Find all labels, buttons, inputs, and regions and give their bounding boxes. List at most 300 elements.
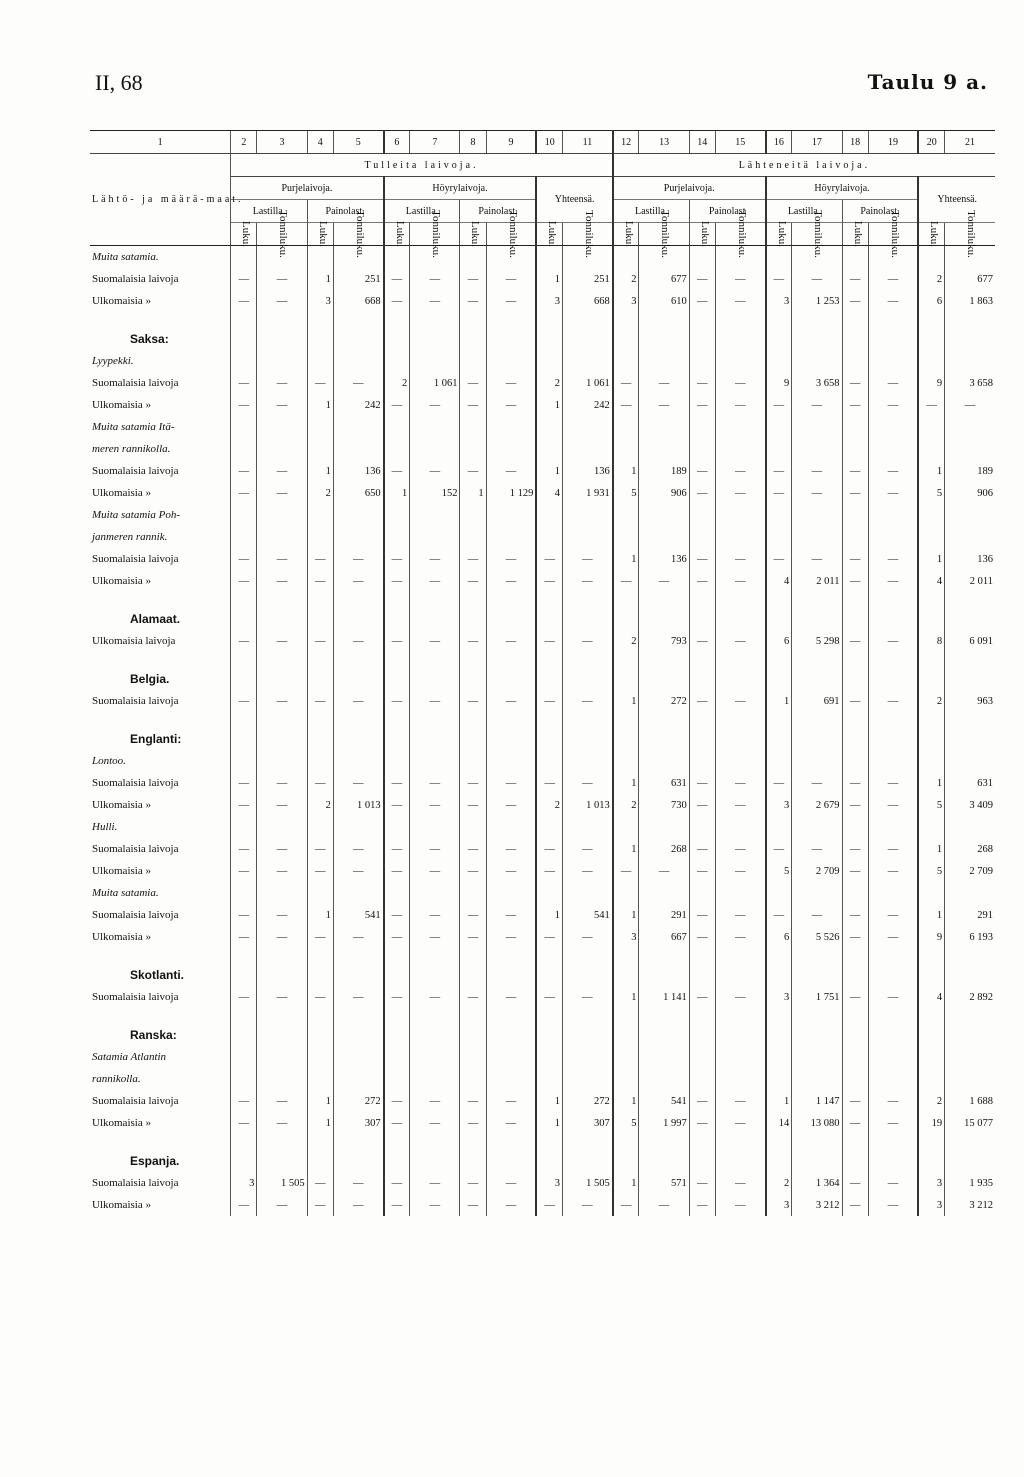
blank-cell <box>563 668 613 690</box>
spacer-cell <box>715 312 765 328</box>
row-label: Suomalaisia laivoja <box>92 377 179 389</box>
spacer-cell <box>766 592 792 608</box>
empty-cell: — <box>231 904 257 926</box>
blank-cell <box>918 882 944 904</box>
empty-cell: — <box>384 290 410 312</box>
tonnage-cell: 272 <box>563 1090 613 1112</box>
blank-cell <box>460 504 486 526</box>
spacer-row <box>90 652 995 668</box>
count-cell: 2 <box>613 794 639 816</box>
tonnage-cell: 1 013 <box>333 794 383 816</box>
port-name: Muita satamia. <box>92 887 159 899</box>
arrived-steam-header: Höyrylaivoja. <box>384 177 537 200</box>
count-cell: 5 <box>766 860 792 882</box>
row-label: Ulkomaisia » <box>92 865 151 877</box>
empty-cell: — <box>639 570 689 592</box>
empty-cell: — <box>792 838 842 860</box>
blank-cell <box>689 1150 715 1172</box>
empty-cell: — <box>715 1090 765 1112</box>
empty-cell: — <box>460 1112 486 1134</box>
spacer-cell <box>307 948 333 964</box>
tonnage-cell: 906 <box>945 482 995 504</box>
tonniluku-header <box>715 210 765 258</box>
empty-cell: — <box>868 548 918 570</box>
table-row <box>90 460 995 482</box>
empty-cell: — <box>460 772 486 794</box>
count-cell: 1 <box>307 268 333 290</box>
blank-cell <box>384 882 410 904</box>
blank-cell <box>307 416 333 438</box>
empty-cell: — <box>868 860 918 882</box>
row-label: Suomalaisia laivoja <box>92 695 179 707</box>
tonnage-cell: 1 013 <box>563 794 613 816</box>
country-heading-row <box>90 1150 995 1172</box>
empty-cell: — <box>868 630 918 652</box>
blank-cell <box>563 416 613 438</box>
blank-cell <box>536 246 562 269</box>
blank-cell <box>945 1024 995 1046</box>
blank-cell <box>766 328 792 350</box>
empty-cell: — <box>460 690 486 712</box>
empty-cell: — <box>231 372 257 394</box>
port-name: Hulli. <box>92 821 118 833</box>
lastilla-header: Lastilla. <box>613 200 689 223</box>
spacer-cell <box>410 592 460 608</box>
row-label: Suomalaisia laivoja <box>92 843 179 855</box>
blank-cell <box>689 350 715 372</box>
empty-cell: — <box>410 548 460 570</box>
spacer-cell <box>792 948 842 964</box>
blank-cell <box>536 438 562 460</box>
count-cell: 5 <box>918 794 944 816</box>
empty-cell: — <box>257 690 307 712</box>
tonnage-cell: 677 <box>945 268 995 290</box>
empty-cell: — <box>613 372 639 394</box>
tonnage-cell: 2 709 <box>792 860 842 882</box>
empty-cell: — <box>257 268 307 290</box>
luku-label: Luku. <box>851 221 864 247</box>
row-label: Ulkomaisia » <box>92 799 151 811</box>
country-heading-row <box>90 728 995 750</box>
blank-cell <box>792 1150 842 1172</box>
spacer-cell <box>945 652 995 668</box>
empty-cell: — <box>536 570 562 592</box>
blank-cell <box>460 350 486 372</box>
blank-cell <box>918 438 944 460</box>
spacer-cell <box>715 592 765 608</box>
empty-cell: — <box>460 372 486 394</box>
blank-cell <box>766 1068 792 1090</box>
empty-cell: — <box>639 394 689 416</box>
blank-cell <box>563 1046 613 1068</box>
spacer-cell <box>231 1008 257 1024</box>
painolast-header: Painolast <box>689 200 765 223</box>
empty-cell: — <box>536 838 562 860</box>
blank-cell <box>689 608 715 630</box>
empty-cell: — <box>486 904 536 926</box>
blank-cell <box>460 882 486 904</box>
spacer-cell <box>563 948 613 964</box>
tonnage-cell: 1 505 <box>563 1172 613 1194</box>
spacer-cell <box>613 1008 639 1024</box>
blank-cell <box>613 526 639 548</box>
empty-cell: — <box>231 838 257 860</box>
empty-cell: — <box>715 1194 765 1216</box>
tonniluku-label: Tonniluku. <box>506 210 519 258</box>
tonnage-cell: 1 061 <box>563 372 613 394</box>
blank-cell <box>792 668 842 690</box>
count-cell: 2 <box>918 690 944 712</box>
empty-cell: — <box>639 1194 689 1216</box>
blank-cell <box>410 882 460 904</box>
blank-cell <box>460 526 486 548</box>
blank-cell <box>639 608 689 630</box>
empty-cell: — <box>486 570 536 592</box>
blank-cell <box>536 750 562 772</box>
blank-cell <box>715 526 765 548</box>
blank-cell <box>257 416 307 438</box>
count-cell: 8 <box>918 630 944 652</box>
blank-cell <box>410 350 460 372</box>
column-number: 6 <box>384 131 410 154</box>
tonnage-cell: 793 <box>639 630 689 652</box>
blank-cell <box>333 750 383 772</box>
blank-cell <box>689 328 715 350</box>
blank-cell <box>639 964 689 986</box>
table-row <box>90 482 995 504</box>
blank-cell <box>536 1046 562 1068</box>
empty-cell: — <box>231 548 257 570</box>
empty-cell: — <box>486 630 536 652</box>
blank-cell <box>536 608 562 630</box>
empty-cell: — <box>842 1112 868 1134</box>
empty-cell: — <box>689 1172 715 1194</box>
spacer-cell <box>410 652 460 668</box>
spacer-cell <box>410 948 460 964</box>
row-label: Ulkomaisia » <box>92 295 151 307</box>
tonniluku-header <box>563 210 613 258</box>
blank-cell <box>460 246 486 269</box>
empty-cell: — <box>231 460 257 482</box>
blank-cell <box>460 816 486 838</box>
blank-cell <box>486 438 536 460</box>
spacer-cell <box>307 312 333 328</box>
count-cell: 1 <box>918 460 944 482</box>
blank-cell <box>384 608 410 630</box>
empty-cell: — <box>410 1194 460 1216</box>
tonnage-cell: 1 997 <box>639 1112 689 1134</box>
blank-cell <box>842 526 868 548</box>
empty-cell: — <box>257 986 307 1008</box>
blank-cell <box>639 728 689 750</box>
blank-cell <box>945 1046 995 1068</box>
count-cell: 5 <box>613 1112 639 1134</box>
spacer-cell <box>563 592 613 608</box>
blank-cell <box>613 964 639 986</box>
empty-cell: — <box>842 1194 868 1216</box>
blank-cell <box>639 526 689 548</box>
spacer-cell <box>945 592 995 608</box>
empty-cell: — <box>868 986 918 1008</box>
spacer-cell <box>333 652 383 668</box>
spacer-cell <box>333 592 383 608</box>
blank-cell <box>639 350 689 372</box>
blank-cell <box>715 964 765 986</box>
blank-cell <box>868 728 918 750</box>
count-cell: 2 <box>613 268 639 290</box>
spacer-cell <box>307 592 333 608</box>
blank-cell <box>868 328 918 350</box>
blank-cell <box>257 750 307 772</box>
spacer-cell <box>563 1008 613 1024</box>
empty-cell: — <box>384 772 410 794</box>
blank-cell <box>842 668 868 690</box>
table-title: Taulu 9 a. <box>867 70 988 94</box>
port-name: janmeren rannik. <box>92 531 168 543</box>
count-cell: 3 <box>766 986 792 1008</box>
blank-cell <box>613 246 639 269</box>
count-cell: 1 <box>918 772 944 794</box>
spacer-cell <box>563 1134 613 1150</box>
empty-cell: — <box>384 1172 410 1194</box>
blank-cell <box>613 350 639 372</box>
row-label: Ulkomaisia » <box>92 487 151 499</box>
count-cell: 1 <box>307 904 333 926</box>
empty-cell: — <box>689 548 715 570</box>
spacer-cell <box>689 712 715 728</box>
empty-cell: — <box>307 372 333 394</box>
blank-cell <box>410 964 460 986</box>
tonnage-cell: 667 <box>639 926 689 948</box>
spacer-cell <box>613 592 639 608</box>
column-number: 4 <box>307 131 333 154</box>
empty-cell: — <box>639 372 689 394</box>
blank-cell <box>868 608 918 630</box>
empty-cell: — <box>333 372 383 394</box>
table-row <box>90 268 995 290</box>
empty-cell: — <box>486 290 536 312</box>
empty-cell: — <box>536 926 562 948</box>
empty-cell: — <box>384 268 410 290</box>
table-row <box>90 570 995 592</box>
empty-cell: — <box>333 630 383 652</box>
blank-cell <box>842 750 868 772</box>
blank-cell <box>842 1046 868 1068</box>
spacer-cell <box>257 592 307 608</box>
empty-cell: — <box>715 372 765 394</box>
luku-label: Luku. <box>316 221 329 247</box>
empty-cell: — <box>792 548 842 570</box>
blank-cell <box>918 1046 944 1068</box>
empty-cell: — <box>868 690 918 712</box>
blank-cell <box>715 728 765 750</box>
empty-cell: — <box>384 794 410 816</box>
empty-cell: — <box>842 1172 868 1194</box>
row-label: Ulkomaisia » <box>92 1117 151 1129</box>
count-cell: 2 <box>918 268 944 290</box>
empty-cell: — <box>842 460 868 482</box>
empty-cell: — <box>333 1194 383 1216</box>
count-cell: 5 <box>918 482 944 504</box>
port-heading-row <box>90 438 995 460</box>
blank-cell <box>333 526 383 548</box>
count-cell: 3 <box>766 1194 792 1216</box>
table-row <box>90 986 995 1008</box>
blank-cell <box>410 750 460 772</box>
empty-cell: — <box>333 838 383 860</box>
count-cell: 1 <box>536 394 562 416</box>
blank-cell <box>689 246 715 269</box>
blank-cell <box>689 438 715 460</box>
blank-cell <box>868 350 918 372</box>
blank-cell <box>868 1024 918 1046</box>
blank-cell <box>689 668 715 690</box>
blank-cell <box>307 750 333 772</box>
blank-cell <box>945 882 995 904</box>
empty-cell: — <box>715 548 765 570</box>
luku-header <box>918 223 944 246</box>
country-heading-row <box>90 608 995 630</box>
spacer-cell <box>231 592 257 608</box>
empty-cell: — <box>307 570 333 592</box>
empty-cell: — <box>333 986 383 1008</box>
blank-cell <box>766 882 792 904</box>
empty-cell: — <box>257 926 307 948</box>
blank-cell <box>486 750 536 772</box>
blank-cell <box>715 668 765 690</box>
spacer-cell <box>842 712 868 728</box>
port-heading-row <box>90 350 995 372</box>
empty-cell: — <box>715 986 765 1008</box>
table-row <box>90 1112 995 1134</box>
blank-cell <box>486 964 536 986</box>
blank-cell <box>613 1024 639 1046</box>
empty-cell: — <box>231 630 257 652</box>
blank-cell <box>918 728 944 750</box>
empty-cell: — <box>410 1112 460 1134</box>
count-cell: 5 <box>918 860 944 882</box>
empty-cell: — <box>486 926 536 948</box>
blank-cell <box>486 882 536 904</box>
table-row <box>90 1172 995 1194</box>
spacer-cell <box>639 948 689 964</box>
spacer-cell <box>715 1008 765 1024</box>
port-heading-row <box>90 882 995 904</box>
empty-cell: — <box>792 460 842 482</box>
blank-cell <box>613 1150 639 1172</box>
statistics-table <box>90 130 995 1216</box>
blank-cell <box>231 728 257 750</box>
blank-cell <box>792 438 842 460</box>
empty-cell: — <box>460 1172 486 1194</box>
blank-cell <box>766 964 792 986</box>
empty-cell: — <box>689 460 715 482</box>
blank-cell <box>792 1024 842 1046</box>
count-cell: 1 <box>613 838 639 860</box>
port-heading-row <box>90 1046 995 1068</box>
empty-cell: — <box>231 986 257 1008</box>
country-name: Skotlanti. <box>130 968 185 982</box>
blank-cell <box>460 608 486 630</box>
spacer-cell <box>90 712 231 728</box>
empty-cell: — <box>842 630 868 652</box>
tonnage-cell: 3 212 <box>945 1194 995 1216</box>
empty-cell: — <box>715 290 765 312</box>
country-name: Saksa: <box>130 332 169 346</box>
spacer-cell <box>945 312 995 328</box>
blank-cell <box>792 750 842 772</box>
tonniluku-label: Tonniluku. <box>735 210 748 258</box>
blank-cell <box>613 1046 639 1068</box>
blank-cell <box>307 882 333 904</box>
spacer-cell <box>918 1008 944 1024</box>
tonnage-cell: 189 <box>639 460 689 482</box>
blank-cell <box>842 1068 868 1090</box>
empty-cell: — <box>410 460 460 482</box>
spacer-row <box>90 712 995 728</box>
empty-cell: — <box>486 394 536 416</box>
spacer-cell <box>766 312 792 328</box>
empty-cell: — <box>384 394 410 416</box>
empty-cell: — <box>868 268 918 290</box>
blank-cell <box>333 728 383 750</box>
spacer-cell <box>460 712 486 728</box>
blank-cell <box>918 668 944 690</box>
blank-cell <box>307 608 333 630</box>
spacer-cell <box>307 1008 333 1024</box>
spacer-cell <box>486 948 536 964</box>
page-number: II, 68 <box>95 70 143 95</box>
count-cell: 1 <box>460 482 486 504</box>
table-row <box>90 290 995 312</box>
blank-cell <box>842 328 868 350</box>
spacer-cell <box>842 1008 868 1024</box>
blank-cell <box>384 1024 410 1046</box>
empty-cell: — <box>689 1090 715 1112</box>
empty-cell: — <box>689 838 715 860</box>
empty-cell: — <box>410 772 460 794</box>
blank-cell <box>257 504 307 526</box>
blank-cell <box>257 608 307 630</box>
empty-cell: — <box>715 630 765 652</box>
empty-cell: — <box>460 986 486 1008</box>
spacer-cell <box>90 1008 231 1024</box>
spacer-cell <box>715 948 765 964</box>
count-cell: 2 <box>384 372 410 394</box>
blank-cell <box>460 964 486 986</box>
empty-cell: — <box>715 1112 765 1134</box>
empty-cell: — <box>307 860 333 882</box>
empty-cell: — <box>715 794 765 816</box>
departed-steam-header: Höyrylaivoja. <box>766 177 919 200</box>
tonnage-cell: 307 <box>563 1112 613 1134</box>
count-cell: 1 <box>766 1090 792 1112</box>
empty-cell: — <box>384 860 410 882</box>
blank-cell <box>766 504 792 526</box>
count-cell: 1 <box>613 986 639 1008</box>
empty-cell: — <box>231 290 257 312</box>
blank-cell <box>945 504 995 526</box>
empty-cell: — <box>257 290 307 312</box>
blank-cell <box>486 1150 536 1172</box>
blank-cell <box>231 328 257 350</box>
blank-cell <box>384 816 410 838</box>
blank-cell <box>460 1068 486 1090</box>
count-cell: 2 <box>307 794 333 816</box>
count-cell: 1 <box>918 838 944 860</box>
tonniluku-header <box>486 210 536 258</box>
blank-cell <box>792 504 842 526</box>
